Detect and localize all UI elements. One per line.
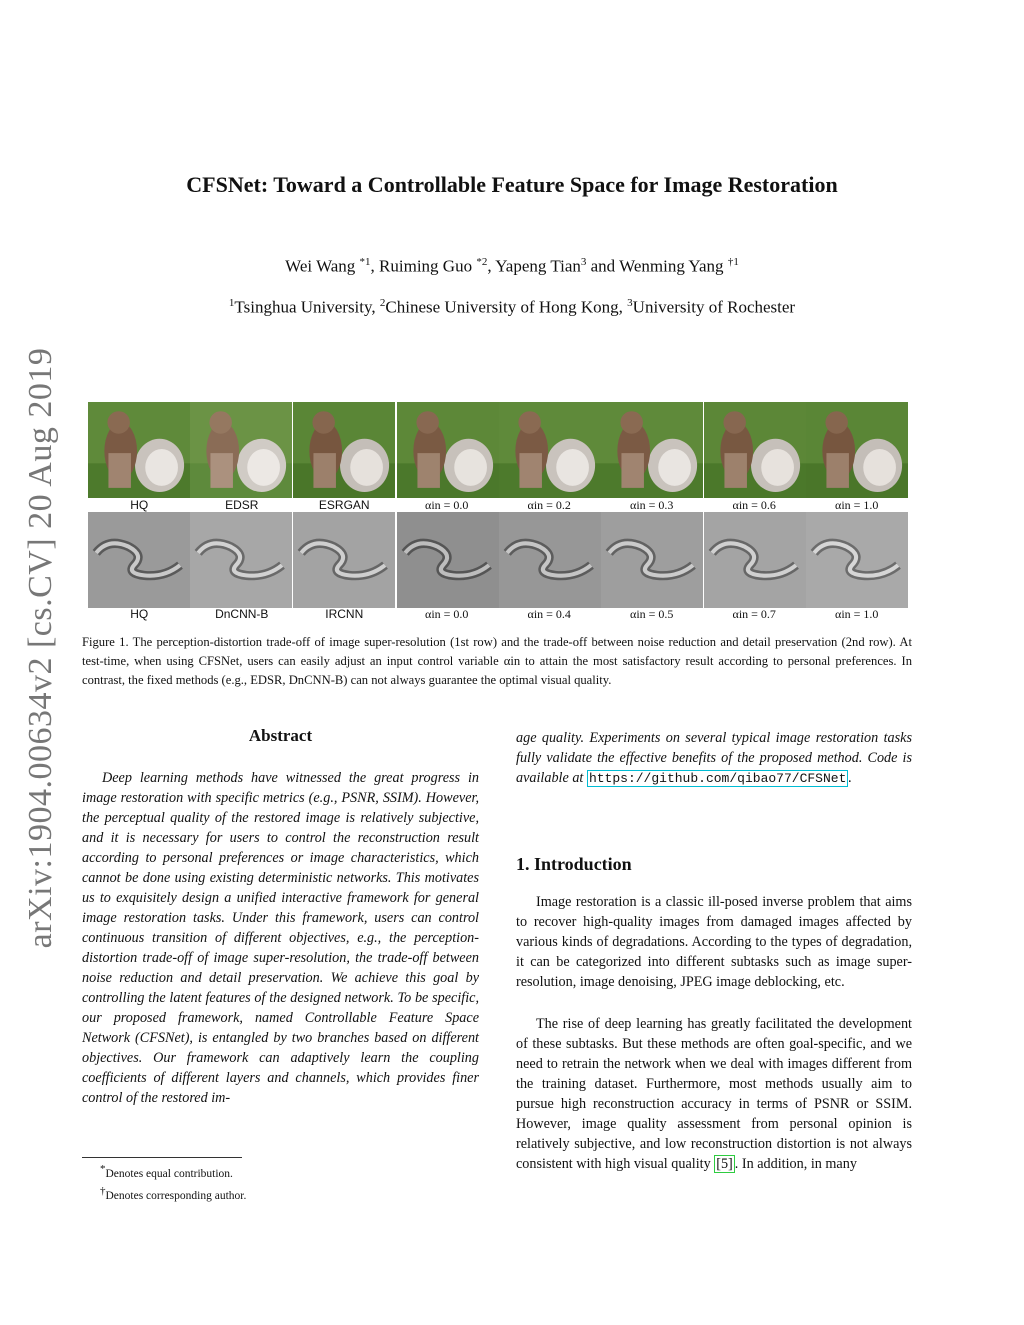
squirrel-image [293,402,395,498]
figure-label: αin = 0.5 [630,607,674,621]
figure-label: HQ [130,607,149,621]
code-link[interactable]: https://github.com/qibao77/CFSNet [588,771,847,786]
snake-image [806,512,908,608]
footnote-divider [82,1157,242,1158]
snake-image [395,512,499,608]
figure-label: ESRGAN [318,498,370,512]
intro-paragraph: Image restoration is a classic ill-posed inverse problem that aims to recover high-quality images from damaged images affected by various kinds of degradations. According to the types of degradation, it can be categorized into different subtasks such as image super-resolution, image denoising, JPEG image deblocking, etc. [516,894,912,990]
figure-label: IRCNN [325,607,364,621]
figure-label: αin = 1.0 [835,607,879,621]
footnotes [100,1161,246,1205]
abstract-text: Deep learning methods have witnessed the great progress in image restoration with specific metrics (e.g., PSNR, SSIM). However, the perceptual quality of the restored image is relatively subjective, and it is necessary for users to control the reconstruction result according to personal preferences or image characteristics, which cannot be done using existing deterministic networks. This motivates us to exquisitely design a unified interactive framework for general image restoration tasks. Under this framework, users can control continuous transition of different objectives, e.g., the perception-distortion trade-off of image super-resolution, the trade-off between noise reduction and detail preservation. We achieve this goal by controlling the latent features of the designed network. To be specific, our proposed framework, named Controllable Feature Space Network (CFSNet), is entangled by two branches based on different objectives. Our framework can adaptively learn the coupling coefficients of different layers and channels, which provides finer control of the restored im- [82,770,479,1106]
squirrel-image [190,402,292,498]
author-name: Wenming Yang [619,256,724,276]
footnote-mark: * [100,1163,106,1175]
author-name: Ruiming Guo [379,256,473,276]
author-list: Wei Wang $^{*1}$, Ruiming Guo $^{*2}$, Yapeng Tian$^3$ and Wenming Yang $^{\dagger 1}$ [285,256,739,276]
figure-label: αin = 0.2 [527,498,571,512]
intro-paragraph-text: The rise of deep learning has greatly facilitated the development of these subtasks. But these methods are often goal-specific, and we need to retrain the network when we deal with images different from the training dataset. Furthermore, most methods usually aim to pursue high reconstruction accuracy in terms of PSNR or SSIM. However, image quality assessment from personal opinion is relatively subjective, and low reconstruction distortion is not always consistent with high visual quality [516,1016,912,1172]
intro-paragraph [516,1014,912,1174]
abstract-continuation-text: age quality. Experiments on several typical image restoration tasks fully validate the effective benefits of the proposed method. Code is available at [516,730,912,786]
figure-label: αin = 1.0 [835,498,879,512]
intro-paragraph-text: . In addition, in many [734,1156,857,1172]
figure-1 [88,402,908,622]
snake-image [293,512,395,608]
author-and: and [590,256,616,276]
affiliation: Tsinghua University, [234,297,376,317]
affil-mark: 2 [379,297,386,309]
author-mark: 3 [580,256,587,268]
denoising-row [88,512,908,608]
figure-label: αin = 0.4 [527,607,571,621]
author-name: Yapeng Tian [495,256,581,276]
figure-label: αin = 0.0 [425,607,469,621]
super-resolution-row [88,402,908,498]
affiliation: University of Rochester [632,297,796,317]
squirrel-image [704,402,806,498]
squirrel-image [395,402,499,498]
footnote-mark: † [100,1184,106,1197]
author-mark: *2 [476,256,488,268]
abstract-continuation [516,728,912,789]
snake-image [704,512,806,608]
paper-title: CFSNet: Toward a Controllable Feature Space for Image Restoration [186,172,838,197]
snake-image [499,512,601,608]
affil-mark: 3 [627,297,633,309]
snake-image [88,512,190,608]
snake-image [190,512,292,608]
squirrel-image [806,402,908,498]
squirrel-image [499,402,601,498]
snake-image [601,512,703,608]
abstract-period: . [848,770,852,786]
row2-labels [88,607,908,622]
introduction-heading: 1. Introduction [516,854,632,874]
affil-mark: 1 [228,297,235,309]
affiliation: Chinese University of Hong Kong, [385,297,623,317]
figure-caption: Figure 1. The perception-distortion trade-off of image super-resolution (1st row) and the trade-off between noise reduction and detail preservation (2nd row). At test-time, when using CFSNet, users can easily adjust an input control variable αin to attain the most satisfactory result according to personal preferences. In contrast, the fixed methods (e.g., EDSR, DnCNN-B) can not always guarantee the optimal visual quality. [82,635,912,687]
figure-label: αin = 0.0 [425,498,469,512]
footnote [100,1161,246,1183]
figure-label: αin = 0.7 [732,607,776,621]
author-mark: *1 [359,256,371,268]
author-mark: †1 [727,256,739,268]
figure-label: αin = 0.3 [630,498,674,512]
author-name: Wei Wang [285,256,356,276]
arxiv-identifier: arXiv:1904.00634v2 [cs.CV] 20 Aug 2019 [22,347,59,949]
row1-labels [88,498,908,513]
footnote-text: Denotes equal contribution. [105,1167,233,1180]
abstract-heading: Abstract [248,726,313,745]
figure-label: αin = 0.6 [732,498,776,512]
figure-label: EDSR [225,498,259,512]
footnote-text: Denotes corresponding author. [105,1189,247,1202]
citation-link[interactable]: [5] [716,1156,733,1172]
affiliation-list [0,297,1024,318]
figure-label: DnCNN-B [215,607,269,621]
footnote [100,1183,246,1205]
squirrel-image [88,402,190,498]
figure-label: HQ [130,498,149,512]
squirrel-image [601,402,703,498]
